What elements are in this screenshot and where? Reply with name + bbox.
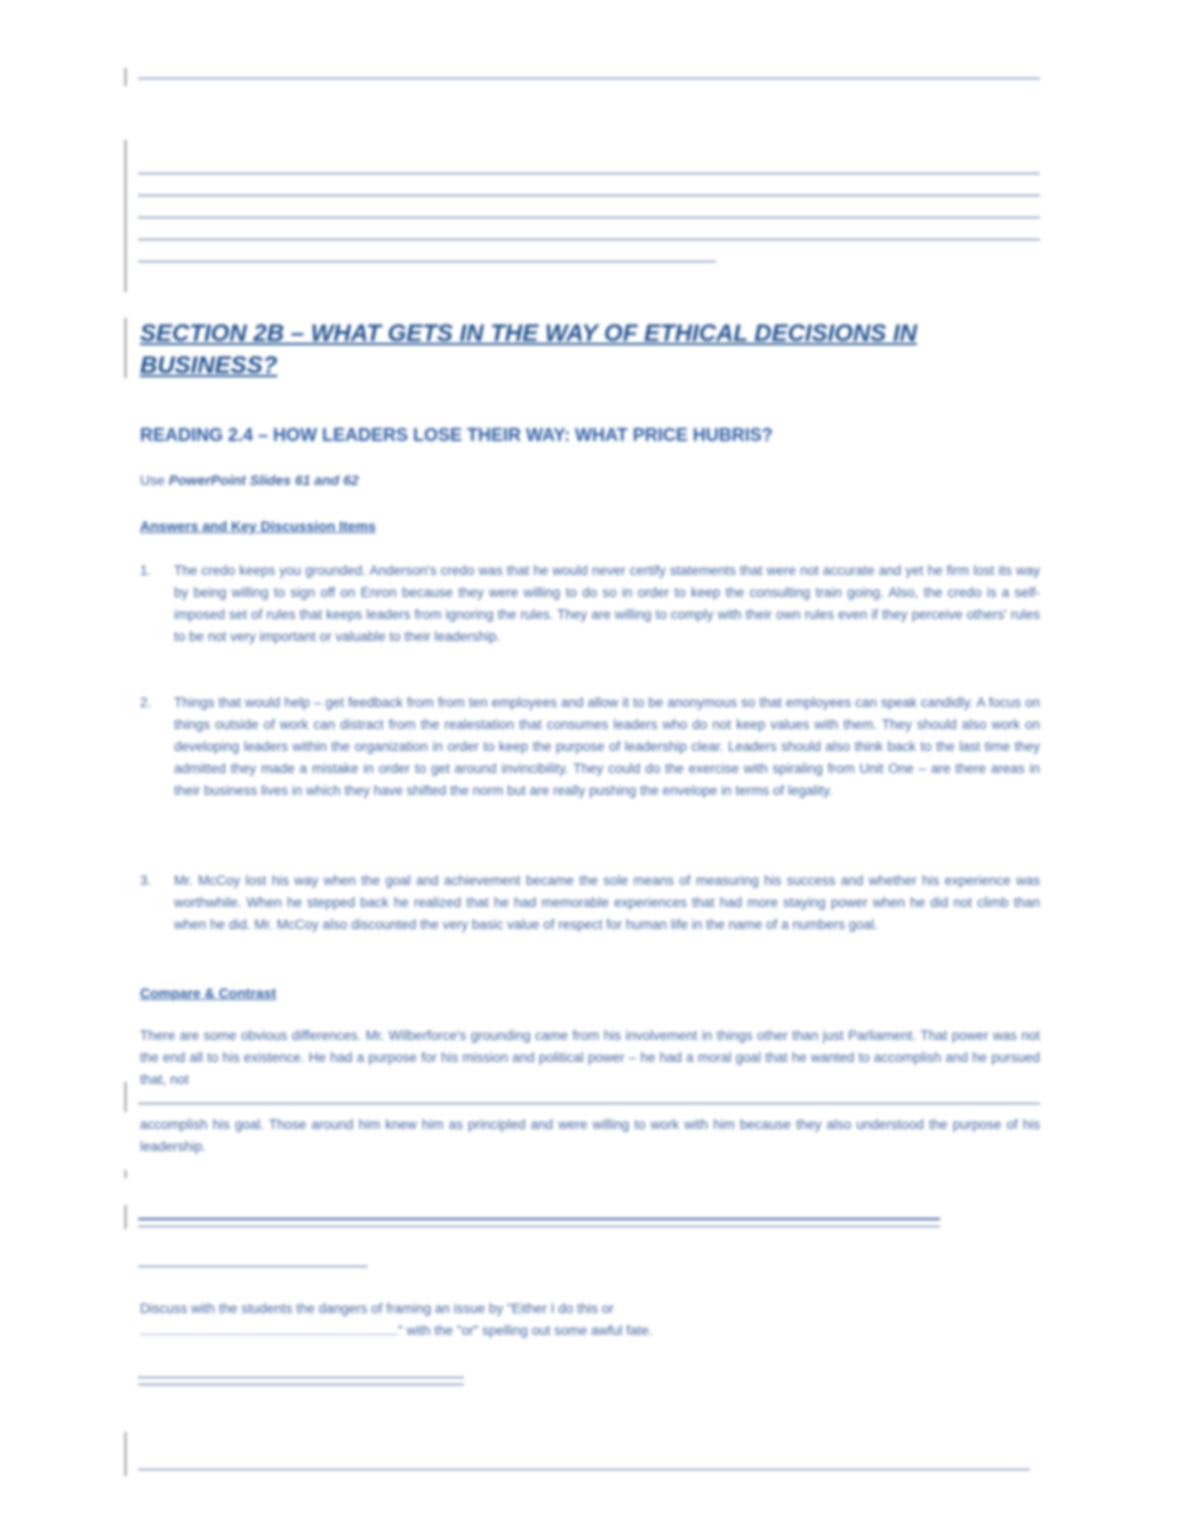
redacted-line bbox=[138, 1377, 464, 1378]
header-rule bbox=[138, 78, 1040, 79]
redacted-heading-line bbox=[138, 1218, 940, 1220]
redacted-span bbox=[140, 1322, 398, 1335]
slide-numbers: PowerPoint Slides 61 and 62 bbox=[168, 472, 359, 488]
slide-reference bbox=[140, 472, 359, 488]
answers-heading: Answers and Key Discussion Items bbox=[140, 518, 376, 534]
list-item bbox=[140, 870, 1040, 936]
item-number: 3. bbox=[140, 873, 152, 888]
redacted-line bbox=[138, 195, 1040, 196]
discuss-line-1: Discuss with the students the dangers of framing an issue by "Either I do this or bbox=[140, 1301, 614, 1316]
redacted-heading-line bbox=[138, 1226, 940, 1227]
item-text: Things that would help – get feedback from from ten employees and allow it to be anonymous so that employees can speak candidly. A focus on things outside of work can distract from the realestation that consumes leaders who do not keep values with them. They should also work on developing leaders within the organization in order to keep the purpose of leadership clear. Leaders should also think back to the last time they admitted they made a mistake in order to get around invincibility. They could do the exercise with spiraling from Unit One – are there areas in their business lives in which they have shifted the norm but are really pushing the envelope in terms of legality. bbox=[174, 695, 1040, 798]
compare-paragraph-continued: accomplish his goal. Those around him knew him as principled and were willing to work with him because they also understood the purpose of his leadership. bbox=[140, 1117, 1040, 1154]
item-text: Mr. McCoy lost his way when the goal and achievement became the sole means of measuring his success and whether his experience was worthwhile. When he stepped back he realized that he had memorable experiences that had more staying power when he did not climb than when he did. Mr. McCoy also discounted the very basic value of respect for human life in the name of a numbers goal. bbox=[174, 873, 1040, 932]
margin-bar bbox=[125, 140, 126, 292]
margin-bar bbox=[125, 1082, 126, 1112]
compare-paragraph: There are some obvious differences. Mr. Wilberforce's grounding came from his involvement in things other than just Parliament. That power was not the end all to his existence. He had a purpose for his mission and political power – he had a moral goal that he wanted to accomplish and he pursued that, not bbox=[140, 1028, 1040, 1087]
redacted-line bbox=[138, 239, 1040, 240]
list-item bbox=[140, 560, 1040, 648]
redacted-line bbox=[138, 1384, 464, 1385]
discuss-paragraph bbox=[140, 1298, 1040, 1342]
margin-bar bbox=[125, 1432, 126, 1476]
redacted-line bbox=[138, 217, 1040, 218]
redacted-line bbox=[138, 1266, 368, 1267]
redacted-line bbox=[138, 261, 716, 262]
list-item bbox=[140, 692, 1040, 802]
item-text: The credo keeps you grounded. Anderson's credo was that he would never certify statements that were not accurate and yet he firm lost its way by being willing to sign off on Enron because they were willing to do so in order to keep the consulting train going. Also, the credo is a self-imposed set of rules that keeps leaders from ignoring the rules. They are willing to comply with their own rules even if they perceive others' rules to be not very important or valuable to their leadership. bbox=[174, 563, 1040, 644]
redacted-line bbox=[138, 173, 1040, 174]
page-break-rule bbox=[138, 1103, 1040, 1104]
section-title: SECTION 2B – WHAT GETS IN THE WAY OF ETHICAL DECISIONS IN BUSINESS? bbox=[140, 320, 917, 379]
margin-bar bbox=[125, 1205, 126, 1229]
item-number: 1. bbox=[140, 563, 152, 578]
compare-heading: Compare & Contrast bbox=[140, 985, 277, 1001]
margin-bar bbox=[125, 1170, 126, 1178]
margin-bar bbox=[125, 68, 126, 86]
margin-bar bbox=[125, 318, 126, 378]
footer-rule bbox=[138, 1469, 1030, 1470]
use-prefix: Use bbox=[140, 472, 165, 488]
discuss-line-2: " with the "or" spelling out some awful fate. bbox=[398, 1323, 653, 1338]
reading-title: READING 2.4 – HOW LEADERS LOSE THEIR WAY: WHAT PRICE HUBRIS? bbox=[140, 425, 773, 445]
item-number: 2. bbox=[140, 695, 152, 710]
